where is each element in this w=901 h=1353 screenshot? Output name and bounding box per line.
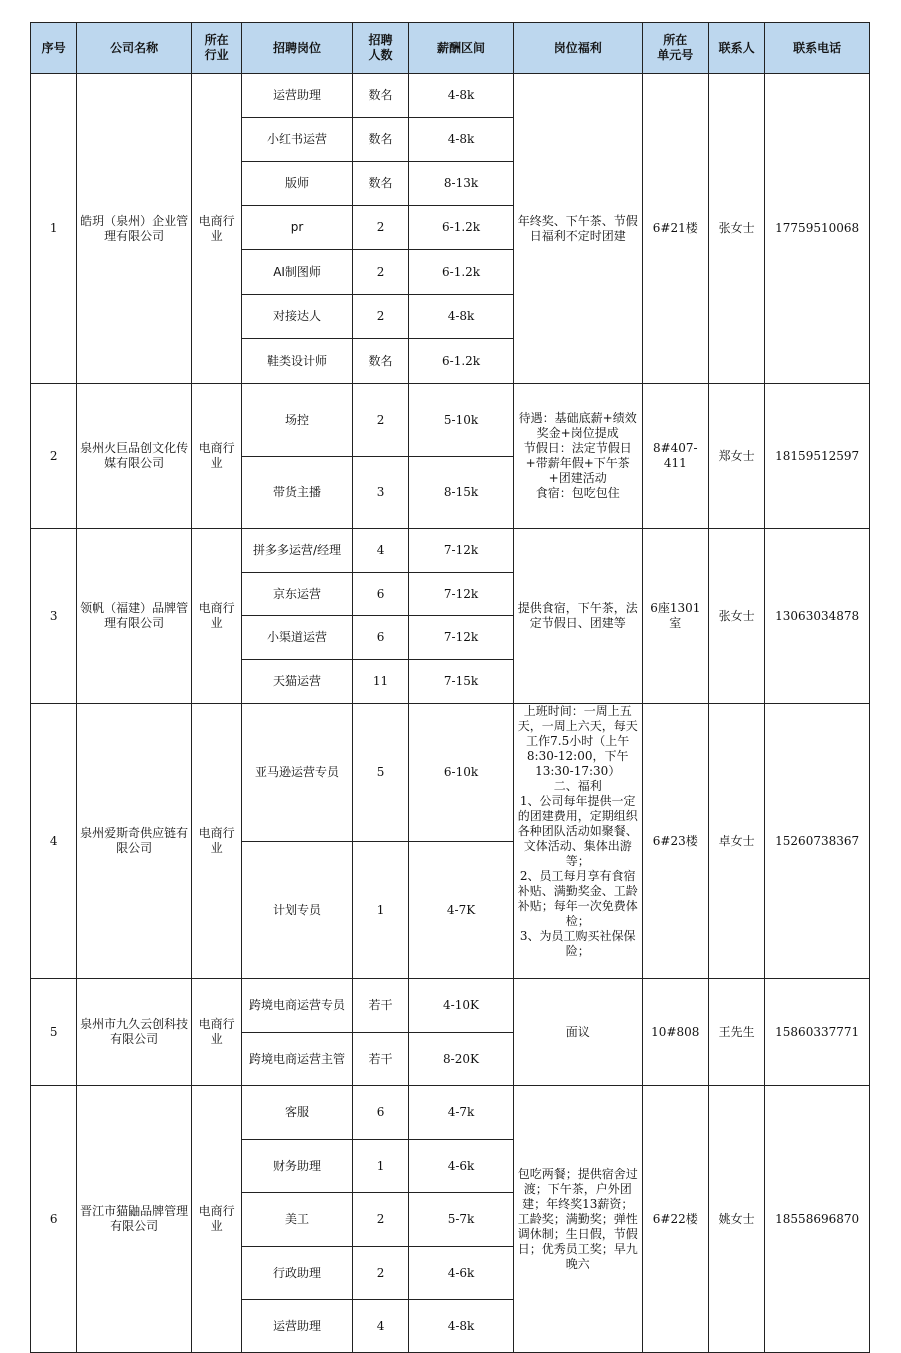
company-industry: 电商行业 — [191, 384, 241, 529]
job-title: pr — [242, 206, 353, 250]
job-title: 场控 — [242, 384, 353, 457]
job-salary: 6-1.2k — [409, 206, 514, 250]
job-title: 跨境电商运营主管 — [242, 1033, 353, 1086]
benefits-text: 上班时间：一周上五天，一周上六天，每天工作7.5小时（上午8:30-12:00，下午13:30-17:30） 二、福利 1、公司每年提供一定的团建费用，定期组织各种团队活动如聚餐、文体活动、集体出游等； 2、员工每月享有食宿补贴、满勤奖金、工龄补贴；每年一次免费体检； 3、为员工购买社保保险； — [517, 704, 638, 958]
header-company: 公司名称 — [77, 23, 192, 74]
company-industry: 电商行业 — [191, 704, 241, 979]
header-unit: 所在 单元号 — [642, 23, 708, 74]
company-no: 4 — [31, 704, 77, 979]
header-benefits: 岗位福利 — [513, 23, 642, 74]
company-no: 6 — [31, 1086, 77, 1353]
job-count: 2 — [352, 250, 408, 295]
company-contact: 郑女士 — [708, 384, 764, 529]
company-phone: 17759510068 — [765, 74, 870, 384]
job-count: 2 — [352, 384, 408, 457]
job-salary: 8-13k — [409, 162, 514, 206]
job-count: 2 — [352, 206, 408, 250]
table-row — [31, 74, 870, 118]
company-phone: 13063034878 — [765, 529, 870, 704]
job-count: 1 — [352, 1140, 408, 1193]
company-phone: 15260738367 — [765, 704, 870, 979]
job-salary: 6-1.2k — [409, 250, 514, 295]
company-industry: 电商行业 — [191, 74, 241, 384]
company-name: 泉州火巨品创文化传媒有限公司 — [77, 384, 192, 529]
job-title: 京东运营 — [242, 573, 353, 616]
company-benefits: 提供食宿，下午茶，法定节假日、团建等 — [513, 529, 642, 704]
job-count: 4 — [352, 1300, 408, 1353]
job-count: 11 — [352, 660, 408, 704]
header-industry: 所在 行业 — [191, 23, 241, 74]
company-contact: 卓女士 — [708, 704, 764, 979]
job-title: AI制图师 — [242, 250, 353, 295]
job-count: 1 — [352, 842, 408, 979]
job-title: 拼多多运营/经理 — [242, 529, 353, 573]
company-no: 1 — [31, 74, 77, 384]
job-title: 运营助理 — [242, 1300, 353, 1353]
job-count: 6 — [352, 573, 408, 616]
job-salary: 4-7K — [409, 842, 514, 979]
company-benefits: 包吃两餐；提供宿舍过渡；下午茶，户外团建；年终奖13薪资；工龄奖；满勤奖；弹性调休制；生日假，节假日；优秀员工奖；早九晚六 — [513, 1086, 642, 1353]
company-unit: 6座1301室 — [642, 529, 708, 704]
company-no: 5 — [31, 979, 77, 1086]
company-benefits: 面议 — [513, 979, 642, 1086]
job-count: 若干 — [352, 1033, 408, 1086]
company-industry: 电商行业 — [191, 529, 241, 704]
job-title: 客服 — [242, 1086, 353, 1140]
job-title: 小红书运营 — [242, 118, 353, 162]
job-count: 数名 — [352, 339, 408, 384]
company-benefits — [513, 704, 642, 979]
job-title: 亚马逊运营专员 — [242, 704, 353, 842]
job-count: 2 — [352, 295, 408, 339]
company-name: 泉州爱斯奇供应链有限公司 — [77, 704, 192, 979]
company-unit: 8#407-411 — [642, 384, 708, 529]
job-salary: 4-7k — [409, 1086, 514, 1140]
company-contact: 张女士 — [708, 529, 764, 704]
job-salary: 4-10K — [409, 979, 514, 1033]
job-title: 天猫运营 — [242, 660, 353, 704]
job-salary: 7-12k — [409, 573, 514, 616]
job-count: 6 — [352, 616, 408, 660]
job-count: 4 — [352, 529, 408, 573]
header-phone: 联系电话 — [765, 23, 870, 74]
job-count: 数名 — [352, 74, 408, 118]
job-salary: 5-7k — [409, 1193, 514, 1247]
header-salary: 薪酬区间 — [409, 23, 514, 74]
recruitment-table — [30, 22, 870, 1353]
company-name: 晋江市猫鼬品牌管理有限公司 — [77, 1086, 192, 1353]
job-count: 2 — [352, 1193, 408, 1247]
table-row — [31, 529, 870, 573]
header-count: 招聘 人数 — [352, 23, 408, 74]
header-contact: 联系人 — [708, 23, 764, 74]
company-phone: 18558696870 — [765, 1086, 870, 1353]
company-unit: 6#23楼 — [642, 704, 708, 979]
company-name: 皓玥（泉州）企业管理有限公司 — [77, 74, 192, 384]
job-title: 对接达人 — [242, 295, 353, 339]
company-no: 3 — [31, 529, 77, 704]
job-title: 带货主播 — [242, 457, 353, 529]
company-benefits: 年终奖、下午茶、节假日福利不定时团建 — [513, 74, 642, 384]
job-salary: 8-20K — [409, 1033, 514, 1086]
job-salary: 4-8k — [409, 295, 514, 339]
job-salary: 4-6k — [409, 1140, 514, 1193]
header-position: 招聘岗位 — [242, 23, 353, 74]
job-title: 小渠道运营 — [242, 616, 353, 660]
job-salary: 5-10k — [409, 384, 514, 457]
company-name: 领帆（福建）品牌管理有限公司 — [77, 529, 192, 704]
company-contact: 张女士 — [708, 74, 764, 384]
job-salary: 4-8k — [409, 74, 514, 118]
company-contact: 姚女士 — [708, 1086, 764, 1353]
company-no: 2 — [31, 384, 77, 529]
table-row — [31, 979, 870, 1033]
company-contact: 王先生 — [708, 979, 764, 1086]
job-count: 数名 — [352, 162, 408, 206]
job-salary: 4-6k — [409, 1247, 514, 1300]
job-count: 3 — [352, 457, 408, 529]
company-phone: 15860337771 — [765, 979, 870, 1086]
job-count: 数名 — [352, 118, 408, 162]
job-title: 鞋类设计师 — [242, 339, 353, 384]
company-industry: 电商行业 — [191, 1086, 241, 1353]
job-count: 若干 — [352, 979, 408, 1033]
table-row — [31, 384, 870, 457]
company-phone: 18159512597 — [765, 384, 870, 529]
job-title: 美工 — [242, 1193, 353, 1247]
header-row — [31, 23, 870, 74]
job-salary: 7-15k — [409, 660, 514, 704]
job-title: 财务助理 — [242, 1140, 353, 1193]
company-unit: 6#22楼 — [642, 1086, 708, 1353]
job-count: 5 — [352, 704, 408, 842]
job-salary: 6-1.2k — [409, 339, 514, 384]
table-row — [31, 1086, 870, 1140]
company-benefits: 待遇：基础底薪+绩效奖金+岗位提成 节假日：法定节假日+带薪年假+下午茶+团建活动 食宿：包吃包住 — [513, 384, 642, 529]
job-salary: 6-10k — [409, 704, 514, 842]
company-unit: 10#808 — [642, 979, 708, 1086]
job-salary: 7-12k — [409, 529, 514, 573]
header-no: 序号 — [31, 23, 77, 74]
job-salary: 4-8k — [409, 1300, 514, 1353]
job-title: 计划专员 — [242, 842, 353, 979]
job-count: 2 — [352, 1247, 408, 1300]
job-count: 6 — [352, 1086, 408, 1140]
job-title: 行政助理 — [242, 1247, 353, 1300]
job-salary: 4-8k — [409, 118, 514, 162]
job-title: 版师 — [242, 162, 353, 206]
company-name: 泉州市九久云创科技有限公司 — [77, 979, 192, 1086]
table-row — [31, 704, 870, 842]
job-salary: 8-15k — [409, 457, 514, 529]
job-title: 跨境电商运营专员 — [242, 979, 353, 1033]
company-unit: 6#21楼 — [642, 74, 708, 384]
company-industry: 电商行业 — [191, 979, 241, 1086]
job-salary: 7-12k — [409, 616, 514, 660]
job-title: 运营助理 — [242, 74, 353, 118]
